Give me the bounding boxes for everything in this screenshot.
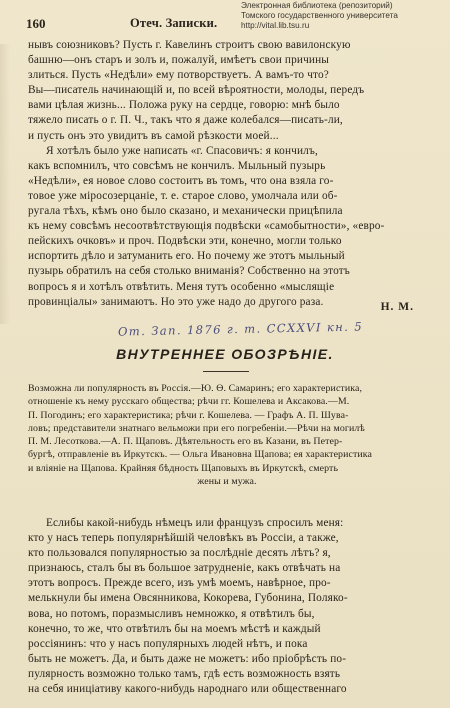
text-line: какъ вспомнилъ, что совсѣмъ не кончилъ. Мыльный пузырь [28,159,326,172]
summary-line: жены и мужа. [197,476,257,488]
watermark-line-1: Электронная библиотека (репозиторий) [241,1,393,10]
summary-line: П. Погодинъ; его характеристика; рѣчи г. Кошелева. — Графъ А. П. Шува- [28,409,349,421]
text-line: злиться. Пусть «Недѣли» ему потворствуетъ. А вамъ-то что? [28,69,329,82]
running-header [26,16,418,32]
text-line: пулярность возможно только тамъ, гдѣ есть возможность взять [28,667,341,680]
text-line: провинціалы» занимаютъ. Но это уже надо до другого раза. [28,295,324,308]
letter-text [28,38,426,310]
summary-line: Возможна ли популярность въ Россія.—Ю. Ѳ. Самаринъ; его характеристика, [28,383,363,394]
text-line: вами цѣлая жизнь... Положа руку на сердце, говорю: мнѣ было [28,99,340,112]
text-line: на себя иниціативу какого-нибудь народнаго или общественнаго [28,683,347,696]
text-line: пузырь обратилъ на себя столько вниманія? Собственно на этотъ [28,265,350,278]
text-line: нывъ союзниковъ? Пусть г. Кавелинъ строитъ свою вавилонскую [28,39,351,51]
main-text [28,516,426,697]
page-number: 160 [26,16,46,31]
text-line: кто пользовался популярностью за послѣдніе десять лѣтъ? я, [28,547,331,560]
summary-line: ловъ; представители знатнаго вельможи при его погребеніи.—Рѣчи на могилѣ [28,422,365,434]
text-line: къ нему совсѣмъ несоотвѣтствующія подвѣски «самобытности», «евро- [28,220,385,233]
section-summary [28,382,426,488]
text-line: ругала тѣхъ, кѣмъ оно было сказано, и механически прицѣпила [28,205,343,218]
text-line: испортить дѣло и затуманить его. Но почему же этотъ мыльный [28,250,345,263]
text-line: пейскихъ очковъ» и проч. Подвѣски эти, конечно, могли только [28,235,342,248]
text-line: кто у насъ теперь популярнѣйшій человѣкъ въ Россіи, а также, [28,532,339,545]
text-line: башню—онъ старъ и золъ и, пожалуй, имѣетъ свои причины [28,54,330,67]
watermark-line-2: Томского государственного университета [241,11,398,20]
text-line: конечно, то же, что отвѣтилъ бы на моемъ мѣстѣ и каждый [28,622,321,635]
summary-line: и вліяніе на Щапова. Крайняя бѣдность Щаповыхъ въ Иркутскѣ, смерть [28,462,339,474]
text-line: вопросъ я и хотѣлъ отвѣтить. Меня тутъ особенно «мыслящіе [28,280,335,293]
author-signature: Н. М. [380,301,414,313]
text-line: быть не можетъ. Да, и быть даже не можетъ: ибо пріобрѣсть по- [28,652,347,665]
handwritten-note: От. Зап. 1876 г. т. CCXXVI кн. 5 [117,319,364,339]
text-line: «Недѣли», ея новое слово состоитъ въ томъ, что она взяла го- [28,174,334,187]
section-title: ВНУТРЕННЕЕ ОБОЗРѢНІЕ. [116,346,334,362]
text-line: мелькнули бы имена Овсянникова, Кокорева, Губонина, Поляко- [28,592,348,605]
summary-line: П. М. Лесоткова.—А. П. Щаповъ. Дѣятельность его въ Казани, въ Петер- [28,436,343,448]
watermark-url: http://vital.lib.tsu.ru [241,21,310,30]
page-edge-shadow [0,44,10,324]
text-line: россіянинъ: что у насъ популярныхъ людей нѣтъ, и пока [28,637,308,650]
text-line: Еслибы какой-нибудь нѣмецъ или французъ спросилъ меня: [46,517,344,529]
text-line: признаюсь, сталъ бы въ большое затрудненіе, какъ отвѣчать на [28,562,341,575]
text-line: Вы—писатель начинающій и, по всей вѣроятности, молоды, передъ [28,84,365,97]
text-line: и пусть онъ это увидитъ въ самой рѣзкости моей... [28,129,279,142]
text-line: вова, но потомъ, поразмысливъ немножко, я отвѣтилъ бы, [28,607,315,620]
summary-line: отношеніе къ нему русскаго общества; рѣчи гг. Кошелева и Аксакова.—М. [28,396,350,408]
text-line: этотъ вопросъ. Прежде всего, изъ умѣ моемъ, навѣрное, про- [28,577,331,590]
text-line: Я хотѣлъ было уже написать «г. Спасовичъ: я кончилъ, [46,144,318,157]
text-line: тяжело писать о г. П. Ч., такъ что я даже колебался—писать-ли, [28,114,343,127]
divider [203,371,249,372]
text-line: товое уже міросозерцаніе, т. е. старое слово, умолчала или об- [28,189,338,202]
journal-title: Отеч. Записки. [130,16,218,30]
summary-line: бургѣ, отправленіе въ Иркутскъ. — Ольга Ивановна Щапова; ея характеристика [28,449,372,461]
